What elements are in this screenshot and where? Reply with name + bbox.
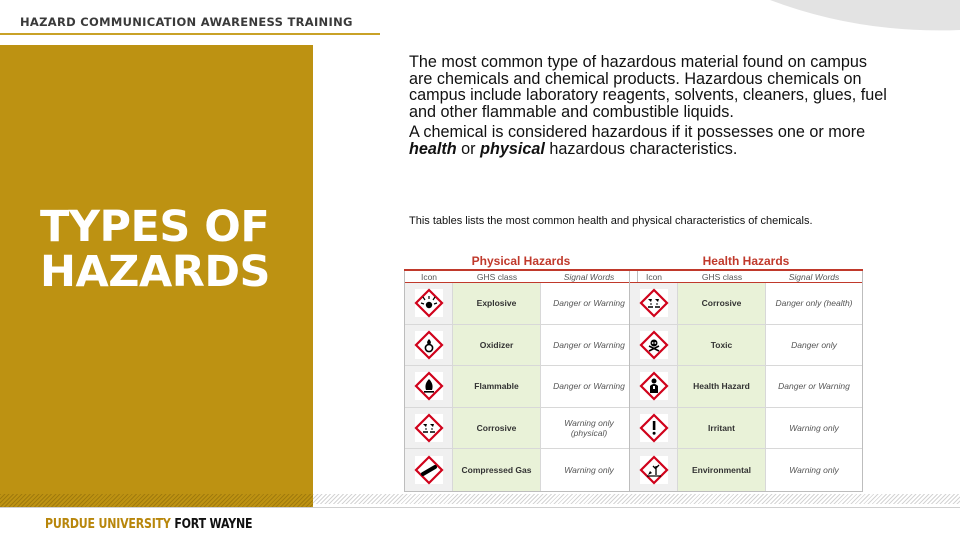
emphasis-health: health bbox=[409, 139, 457, 158]
signal-word-cell: Danger or Warning bbox=[553, 381, 625, 392]
signal-word-cell: Warning only bbox=[564, 464, 614, 475]
exclamation-mark-icon bbox=[639, 413, 669, 443]
health-hazard-icon bbox=[639, 371, 669, 401]
table-rows bbox=[630, 283, 862, 491]
flame-icon bbox=[414, 371, 444, 401]
hazard-pictogram bbox=[630, 325, 678, 366]
ghs-class-cell: Corrosive bbox=[678, 283, 766, 324]
gas-cylinder-icon bbox=[414, 455, 444, 485]
body-paragraph-2 bbox=[409, 124, 889, 157]
hazard-pictogram bbox=[405, 325, 453, 366]
hazard-pictogram bbox=[405, 408, 453, 449]
signal-word-cell: Warning only bbox=[789, 422, 839, 433]
signal-word-cell: Warning only (physical) bbox=[564, 417, 614, 438]
column-header-icon: Icon bbox=[645, 272, 663, 282]
table-row bbox=[630, 408, 862, 450]
footer-rule bbox=[0, 507, 960, 508]
ghs-class-cell: Explosive bbox=[453, 283, 541, 324]
table-note: This tables lists the most common health and physical characteristics of chemicals. bbox=[409, 215, 813, 227]
table-row bbox=[405, 408, 637, 450]
signal-word-cell: Danger or Warning bbox=[553, 339, 625, 350]
para2-end: hazardous characteristics. bbox=[544, 139, 738, 158]
table-heading: Health Hazards bbox=[702, 254, 790, 268]
skull-crossbones-icon bbox=[639, 330, 669, 360]
table-rows bbox=[405, 283, 637, 491]
column-header-class: GHS class bbox=[476, 272, 518, 282]
table-heading: Physical Hazards bbox=[471, 254, 571, 268]
signal-word-cell: Danger only bbox=[791, 339, 837, 350]
column-header-class: GHS class bbox=[701, 272, 743, 282]
slide-title-line2: HAZARDS bbox=[40, 247, 270, 297]
hazard-pictogram bbox=[630, 408, 678, 449]
ghs-class-cell: Health Hazard bbox=[678, 366, 766, 407]
table-row bbox=[630, 283, 862, 325]
logo-campus: FORT WAYNE bbox=[174, 516, 253, 532]
environment-icon bbox=[639, 455, 669, 485]
corrosion-icon bbox=[414, 413, 444, 443]
column-header-row bbox=[405, 271, 637, 283]
footer-pattern-gold bbox=[0, 494, 313, 507]
para2-or: or bbox=[456, 139, 481, 158]
column-header-signal: Signal Words bbox=[788, 272, 840, 282]
hazard-pictogram bbox=[630, 449, 678, 491]
para2-start: A chemical is considered hazardous if it possesses one or more bbox=[409, 123, 866, 141]
body-text bbox=[409, 54, 889, 161]
table-grid bbox=[404, 271, 638, 492]
physical-hazards-table bbox=[404, 254, 638, 492]
emphasis-physical: physical bbox=[480, 139, 545, 158]
signal-word-cell: Danger or Warning bbox=[778, 381, 850, 392]
column-header-row bbox=[630, 271, 862, 283]
ghs-class-cell: Compressed Gas bbox=[453, 449, 541, 491]
column-header-signal: Signal Words bbox=[563, 272, 615, 282]
table-row bbox=[405, 449, 637, 491]
hazard-pictogram bbox=[630, 366, 678, 407]
table-row bbox=[630, 449, 862, 491]
slide-title-line1: TYPES OF bbox=[40, 202, 270, 252]
ghs-class-cell: Flammable bbox=[453, 366, 541, 407]
hazard-pictogram bbox=[630, 283, 678, 324]
table-row bbox=[630, 325, 862, 367]
university-logo bbox=[45, 516, 252, 532]
exploding-bomb-icon bbox=[414, 288, 444, 318]
hazard-pictogram bbox=[405, 283, 453, 324]
signal-word-cell: Danger or Warning bbox=[553, 298, 625, 309]
footer-pattern bbox=[313, 494, 960, 504]
header-rule bbox=[0, 33, 380, 35]
table-grid bbox=[629, 271, 863, 492]
ghs-class-cell: Oxidizer bbox=[453, 325, 541, 366]
slide-title bbox=[40, 202, 310, 297]
ghs-class-cell: Irritant bbox=[678, 408, 766, 449]
signal-word-cell: Warning only bbox=[789, 464, 839, 475]
ghs-class-cell: Corrosive bbox=[453, 408, 541, 449]
table-row bbox=[405, 325, 637, 367]
hazard-pictogram bbox=[405, 366, 453, 407]
signal-word-cell: Danger only (health) bbox=[775, 298, 853, 309]
table-row bbox=[405, 366, 637, 408]
ghs-class-cell: Toxic bbox=[678, 325, 766, 366]
flame-over-circle-icon bbox=[414, 330, 444, 360]
table-row bbox=[630, 366, 862, 408]
ghs-class-cell: Environmental bbox=[678, 449, 766, 491]
health-hazards-table bbox=[629, 254, 863, 492]
column-header-icon: Icon bbox=[420, 272, 438, 282]
logo-university: PURDUE UNIVERSITY bbox=[45, 516, 171, 532]
hazard-pictogram bbox=[405, 449, 453, 491]
header-title: HAZARD COMMUNICATION AWARENESS TRAINING bbox=[20, 15, 353, 29]
body-paragraph-1: The most common type of hazardous material found on campus are chemicals and chemical products. Hazardous chemicals on campus include laboratory reagents, solvents, cleaners, glues, fuel and other flammable and combustible liquids. bbox=[409, 53, 887, 121]
table-row bbox=[405, 283, 637, 325]
corrosion-icon bbox=[639, 288, 669, 318]
